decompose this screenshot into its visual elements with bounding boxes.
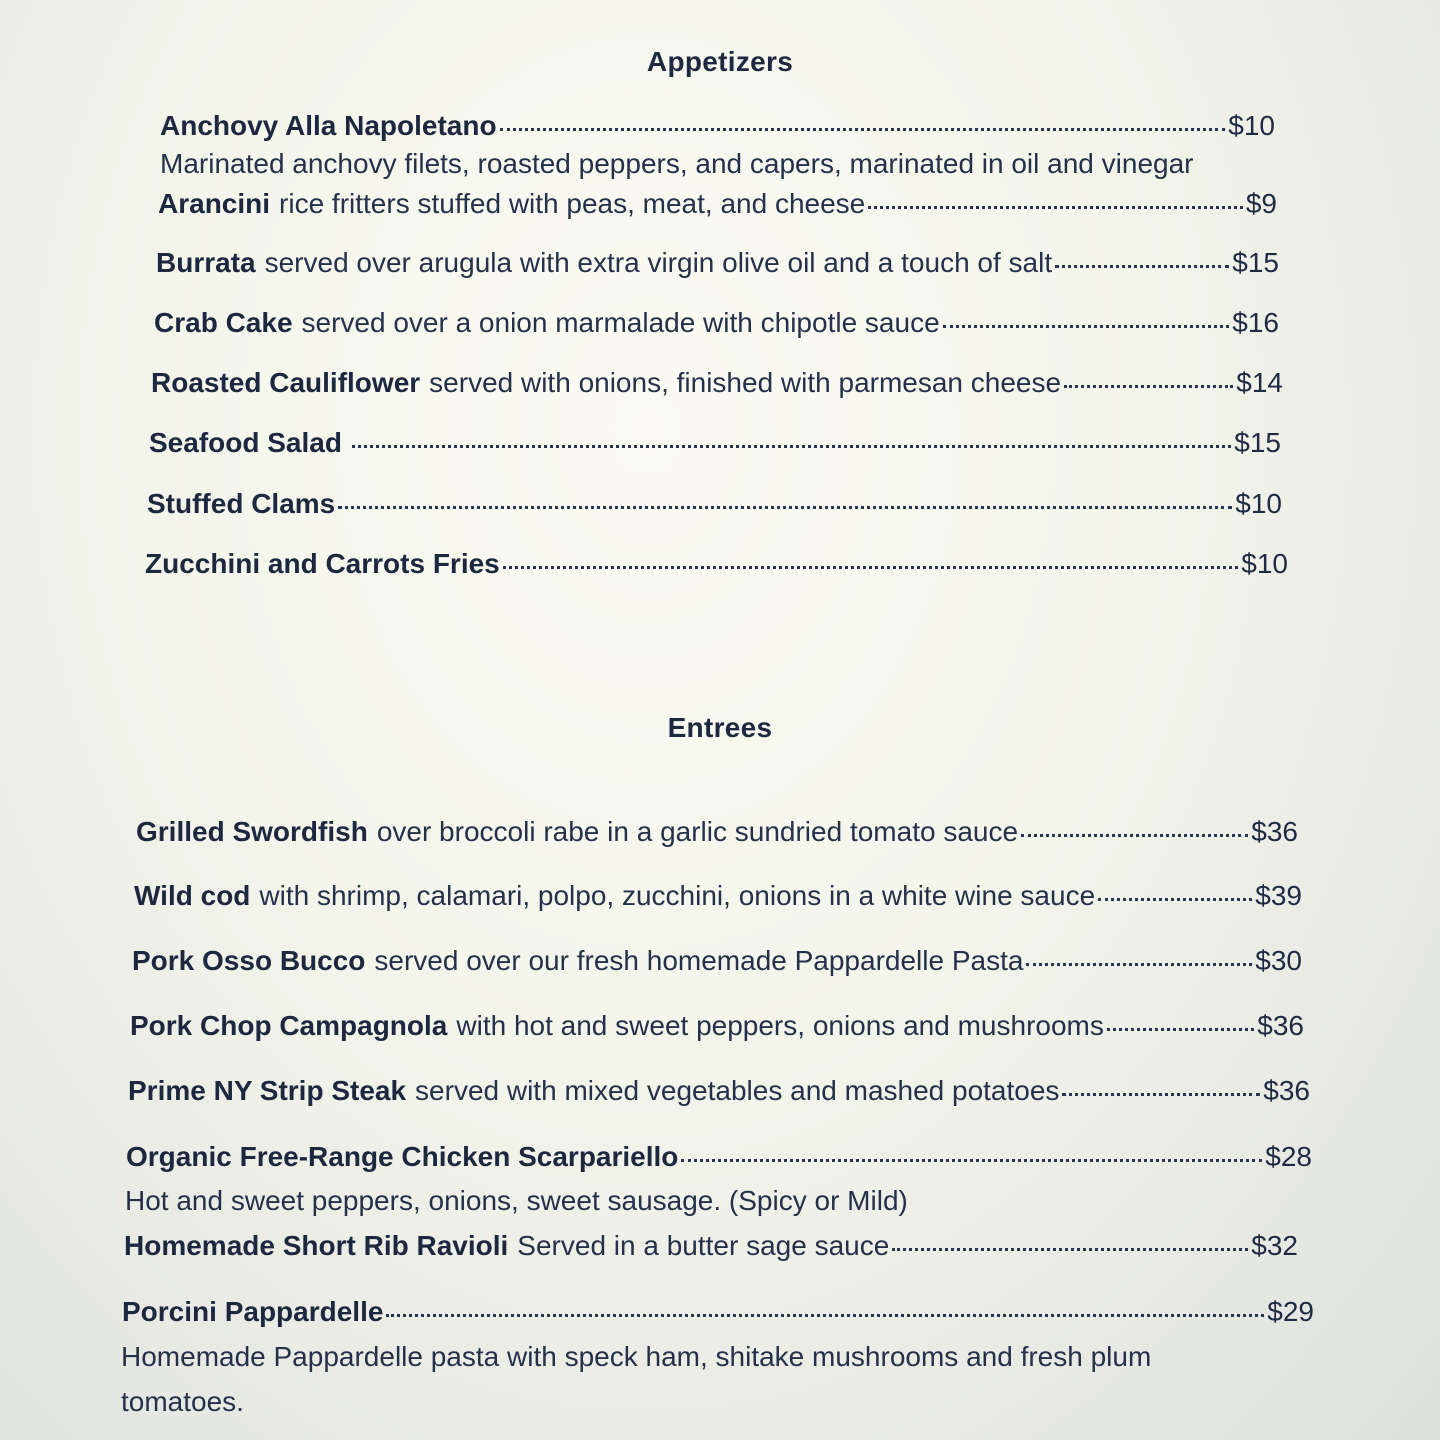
item-name: Pork Osso Bucco <box>132 945 366 976</box>
entrees-heading: Entrees <box>667 712 773 743</box>
item-note-porcini-pappardelle: Homemade Pappardelle pasta with speck ham, shitake mushrooms and fresh plum tomatoes. <box>121 1341 1152 1417</box>
item-price: $15 <box>1234 427 1281 458</box>
item-description: served over a onion marmalade with chipotle sauce <box>301 307 940 338</box>
item-price: $36 <box>1257 1010 1304 1041</box>
dot-leader <box>503 566 1239 569</box>
menu-item-burrata <box>156 249 1279 277</box>
dot-leader <box>943 325 1230 328</box>
item-note-anchovy: Marinated anchovy filets, roasted peppers, and capers, marinated in oil and vinegar <box>160 148 1194 179</box>
menu-item-anchovy <box>160 112 1275 140</box>
item-name: Stuffed Clams <box>147 488 336 519</box>
dot-leader <box>1064 385 1233 388</box>
dot-leader <box>681 1159 1262 1162</box>
dot-leader <box>338 506 1232 509</box>
item-price: $14 <box>1236 367 1283 398</box>
item-name: Seafood Salad <box>149 427 342 458</box>
dot-leader <box>352 445 1231 448</box>
item-description: over broccoli rabe in a garlic sundried tomato sauce <box>376 816 1019 847</box>
menu-item-arancini <box>158 190 1277 218</box>
menu-item-chicken-scarpariello <box>126 1143 1312 1171</box>
item-price: $36 <box>1251 816 1298 847</box>
item-price: $10 <box>1241 548 1288 579</box>
item-price: $39 <box>1255 880 1302 911</box>
dot-leader <box>1026 963 1252 966</box>
menu-item-grilled-swordfish <box>136 818 1298 846</box>
dot-leader <box>386 1314 1264 1317</box>
item-name: Burrata <box>156 247 256 278</box>
item-name: Zucchini and Carrots Fries <box>145 548 500 579</box>
menu-item-prime-ny-strip-steak <box>128 1077 1310 1105</box>
item-name: Organic Free-Range Chicken Scarpariello <box>126 1141 679 1172</box>
item-name: Prime NY Strip Steak <box>128 1075 407 1106</box>
menu-item-zucchini-fries <box>145 550 1288 578</box>
item-price: $29 <box>1267 1296 1314 1327</box>
item-name: Pork Chop Campagnola <box>130 1010 448 1041</box>
dot-leader <box>1062 1093 1260 1096</box>
menu-item-short-rib-ravioli <box>124 1232 1298 1260</box>
item-description: served with mixed vegetables and mashed potatoes <box>415 1075 1060 1106</box>
item-price: $36 <box>1263 1075 1310 1106</box>
item-description: with shrimp, calamari, polpo, zucchini, onions in a white wine sauce <box>259 880 1096 911</box>
menu-item-pork-chop-campagnola <box>130 1012 1304 1040</box>
item-description: with hot and sweet peppers, onions and mushrooms <box>456 1010 1104 1041</box>
item-price: $16 <box>1232 307 1279 338</box>
item-name: Anchovy Alla Napoletano <box>160 110 497 141</box>
appetizers-heading: Appetizers <box>646 46 794 77</box>
dot-leader <box>892 1248 1248 1251</box>
dot-leader <box>500 128 1226 131</box>
item-description: served with onions, finished with parmesan cheese <box>429 367 1062 398</box>
dot-leader <box>1021 834 1248 837</box>
menu-item-seafood-salad <box>149 429 1281 457</box>
item-name: Homemade Short Rib Ravioli <box>124 1230 509 1261</box>
menu-item-wild-cod <box>134 882 1302 910</box>
item-name: Wild cod <box>134 880 251 911</box>
item-price: $32 <box>1251 1230 1298 1261</box>
menu-item-crab-cake <box>154 309 1279 337</box>
item-description: served over our fresh homemade Pappardelle Pasta <box>374 945 1024 976</box>
item-price: $30 <box>1255 945 1302 976</box>
item-name: Porcini Pappardelle <box>122 1296 384 1327</box>
item-description: Served in a butter sage sauce <box>517 1230 890 1261</box>
dot-leader <box>1107 1028 1254 1031</box>
dot-leader <box>1055 265 1229 268</box>
item-price: $15 <box>1232 247 1279 278</box>
item-name: Roasted Cauliflower <box>151 367 421 398</box>
item-price: $10 <box>1235 488 1282 519</box>
item-name: Grilled Swordfish <box>136 816 368 847</box>
item-price: $10 <box>1228 110 1275 141</box>
menu-item-pork-osso-bucco <box>132 947 1302 975</box>
item-price: $9 <box>1245 188 1277 219</box>
item-description: rice fritters stuffed with peas, meat, and cheese <box>279 188 866 219</box>
item-name: Arancini <box>158 188 271 219</box>
dot-leader <box>868 206 1243 209</box>
item-price: $28 <box>1265 1141 1312 1172</box>
item-description: served over arugula with extra virgin olive oil and a touch of salt <box>264 247 1053 278</box>
menu-item-stuffed-clams <box>147 490 1282 518</box>
menu-item-roasted-cauliflower <box>151 369 1283 397</box>
menu-item-porcini-pappardelle <box>122 1298 1314 1326</box>
item-name: Crab Cake <box>154 307 293 338</box>
item-note-chicken-scarpariello: Hot and sweet peppers, onions, sweet sausage. (Spicy or Mild) <box>125 1185 908 1216</box>
dot-leader <box>1098 898 1252 901</box>
